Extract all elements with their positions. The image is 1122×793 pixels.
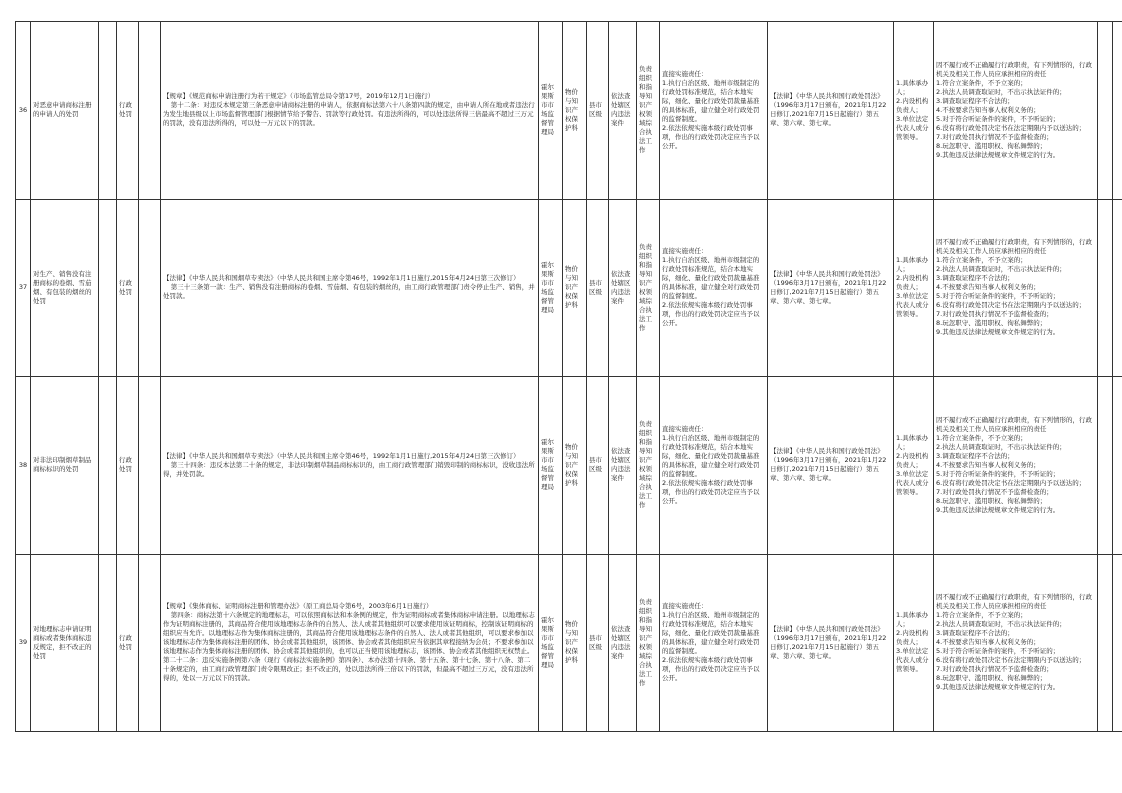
duty-line: 直接实施责任： — [662, 602, 708, 611]
note-cell — [1113, 377, 1122, 555]
accountability-line: 1.符合立案条件，不予立案的； — [936, 433, 1027, 442]
blank-cell — [139, 22, 161, 200]
accountability-line: 6.没有将行政处罚决定书在法定期限内予以送达的； — [936, 123, 1086, 132]
accountability-line: 4.不按要求告知当事人权利义务的； — [936, 460, 1040, 469]
accountability-line: 2.执法人员调查取证时，不出示执法证件的； — [936, 442, 1066, 451]
duty-items — [660, 22, 768, 200]
accountability-line: 3.调查取证程序不合法的； — [936, 629, 1014, 638]
responsible-line: 2.内设机构负责人； — [896, 451, 929, 469]
accountability-line: 3.调查取证程序不合法的； — [936, 96, 1014, 105]
blank-cell — [139, 377, 161, 555]
responsible-line: 3.单位法定代表人或分管领导。 — [896, 114, 929, 141]
blank-cell — [99, 22, 117, 200]
accountability-line: 5.对于符合听证条件的案件，不予听证的； — [936, 647, 1060, 656]
accountability-line: 5.对于符合听证条件的案件，不予听证的； — [936, 469, 1060, 478]
note-cell — [1098, 199, 1113, 377]
exercise-scope: 依法查处辖区内违法案件 — [609, 554, 637, 732]
duty-legal-basis: 【法律】《中华人民共和国行政处罚法》（1996年3月17日颁布，2021年1月22日修订,2021年7月15日起施行）第五章、第六章、第七章。 — [768, 554, 894, 732]
responsible-persons — [894, 377, 934, 555]
legal-basis — [161, 199, 539, 377]
accountability-line: 因不履行或不正确履行行政职责，有下列情形的，行政机关及相关工作人员应承担相应的责任 — [936, 238, 1092, 256]
accountability-line: 9.其他违反法律法规规章文件规定的行为。 — [936, 150, 1060, 159]
implementing-subject: 霍尔果斯市市场监督管理局 — [539, 199, 563, 377]
accountability-line: 1.符合立案条件，不予立案的； — [936, 256, 1027, 265]
accountability-line: 4.不按要求告知当事人权利义务的； — [936, 105, 1040, 114]
row-number: 38 — [16, 377, 31, 555]
responsible-line: 1.具体承办人； — [896, 433, 929, 451]
duty-line: 直接实施责任： — [662, 424, 708, 433]
accountability-line: 9.其他违反法律法规规章文件规定的行为。 — [936, 683, 1060, 692]
undertaking-unit: 负责组织和指导知识产权领域综合执法工作 — [637, 377, 660, 555]
duty-line: 1.执行自治区级、地州市级制定的行政处罚标准规范，结合本地实际，细化、量化行政处罚裁量基准的具体标准，建立健全对行政处罚的监督制度。 — [662, 78, 760, 123]
table-row — [16, 554, 1122, 732]
accountability-line: 8.玩忽职守、滥用职权、徇私舞弊的； — [936, 674, 1047, 683]
blank-cell — [99, 554, 117, 732]
duty-line: 直接实施责任： — [662, 69, 708, 78]
responsible-line: 3.单位法定代表人或分管领导。 — [896, 292, 929, 319]
accountability-line: 8.玩忽职守、滥用职权、徇私舞弊的； — [936, 496, 1047, 505]
duty-line: 1.执行自治区级、地州市级制定的行政处罚标准规范，结合本地实际，细化、量化行政处罚裁量基准的具体标准，建立健全对行政处罚的监督制度。 — [662, 256, 760, 301]
accountability-line: 因不履行或不正确履行行政职责，有下列情形的，行政机关及相关工作人员应承担相应的责任 — [936, 415, 1092, 433]
basis-body: 第十二条：对违反本规定第三条恶意申请商标注册的申请人，依据商标法第六十八条第四款的规定，由申请人所在地或者违法行为发生地县级以上市场监督管理部门根据情节给予警告、罚款等行政处罚。有违法所得的，可以处违法所得三倍最高不超过三万元的罚款，没有违法所得的，可以处一万元以下的罚款。 — [163, 101, 535, 128]
legal-basis — [161, 554, 539, 732]
accountability-line: 9.其他违反法律法规规章文件规定的行为。 — [936, 328, 1060, 337]
item-name: 对恶意申请商标注册的申请人的处罚 — [31, 22, 99, 200]
legal-basis — [161, 22, 539, 200]
accountability-line: 因不履行或不正确履行行政职责，有下列情形的，行政机关及相关工作人员应承担相应的责任 — [936, 593, 1092, 611]
blank-cell — [99, 377, 117, 555]
responsible-line: 3.单位法定代表人或分管领导。 — [896, 469, 929, 496]
blank-cell — [139, 554, 161, 732]
accountability-line: 9.其他违反法律法规规章文件规定的行为。 — [936, 505, 1060, 514]
accountability-line: 3.调查取证程序不合法的； — [936, 451, 1014, 460]
duty-legal-basis: 【法律】《中华人民共和国行政处罚法》（1996年3月17日颁布，2021年1月22日修订,2021年7月15日起施行）第五章、第六章、第七章。 — [768, 199, 894, 377]
implementing-subject: 霍尔果斯市市场监督管理局 — [539, 377, 563, 555]
note-cell — [1098, 554, 1113, 732]
responsible-persons — [894, 199, 934, 377]
accountability-items — [934, 554, 1098, 732]
note-cell — [1098, 22, 1113, 200]
accountability-line: 7.对行政处罚执行情况不予监督检查的； — [936, 665, 1053, 674]
accountability-items — [934, 22, 1098, 200]
table-row — [16, 199, 1122, 377]
accountability-line: 因不履行或不正确履行行政职责，有下列情形的，行政机关及相关工作人员应承担相应的责任 — [936, 60, 1092, 78]
responsible-persons — [894, 554, 934, 732]
accountability-line: 2.执法人员调查取证时，不出示执法证件的； — [936, 620, 1066, 629]
duty-line: 1.执行自治区级、地州市级制定的行政处罚标准规范，结合本地实际，细化、量化行政处罚裁量基准的具体标准，建立健全对行政处罚的监督制度。 — [662, 611, 760, 656]
legal-basis — [161, 377, 539, 555]
accountability-line: 8.玩忽职守、滥用职权、徇私舞弊的； — [936, 141, 1047, 150]
accountability-line: 7.对行政处罚执行情况不予监督检查的； — [936, 132, 1053, 141]
undertaking-unit: 负责组织和指导知识产权领域综合执法工作 — [637, 199, 660, 377]
note-cell — [1113, 199, 1122, 377]
accountability-line: 7.对行政处罚执行情况不予监督检查的； — [936, 487, 1053, 496]
accountability-line: 5.对于符合听证条件的案件，不予听证的； — [936, 114, 1060, 123]
power-list-table — [15, 21, 1122, 732]
row-number: 39 — [16, 554, 31, 732]
basis-body: 第四条：商标法第十六条规定的地理标志，可以依照商标法和本条例的规定，作为证明商标或者集体商标申请注册。以地理标志作为证明商标注册的，其商品符合使用该地理标志条件的自然人、法人或者其他组织可以要求使用该证明商标，控制该证明商标的组织应当允许。以地理标志作为集体商标注册的，其商品符合使用该地理标志条件的自然人、法人或者其他组织，可以要求参加以该地理标志作为集体商标注册的团体、协会或者其他组织，该团体、协会或者其他组织应当依据其章程接纳为会员；不要求参加以该地理标志作为集体商标注册的团体、协会或者其他组织的，也可以正当使用该地理标志，该团体、协会或者其他组织无权禁止。第二十二条：违反实施条例第六条（现行《商标法实施条例》第四条）、本办法第十四条、第十五条、第十七条、第十八条、第二十条规定的，由工商行政管理部门责令限期改正；拒不改正的，处以违法所得三倍以下的罚款，但最高不超过三万元，没有违法所得的，处以一万元以下的罚款。 — [163, 611, 535, 683]
duty-line: 2.依法依规实施本级行政处罚事项，作出的行政处罚决定应当予以公开。 — [662, 301, 760, 328]
accountability-line: 2.执法人员调查取证时，不出示执法证件的； — [936, 87, 1066, 96]
note-cell — [1113, 22, 1122, 200]
accountability-line: 4.不按要求告知当事人权利义务的； — [936, 638, 1040, 647]
duty-items — [660, 377, 768, 555]
blank-cell — [99, 199, 117, 377]
responsible-line: 1.具体承办人； — [896, 611, 929, 629]
accountability-items — [934, 377, 1098, 555]
note-cell — [1098, 377, 1113, 555]
responsible-department: 物价与知识产权保护科 — [563, 22, 587, 200]
exercise-scope: 依法查处辖区内违法案件 — [609, 22, 637, 200]
accountability-line: 5.对于符合听证条件的案件，不予听证的； — [936, 292, 1060, 301]
accountability-line: 6.没有将行政处罚决定书在法定期限内予以送达的； — [936, 656, 1086, 665]
power-type: 行政处罚 — [117, 199, 139, 377]
exercise-level: 县市区级 — [587, 377, 609, 555]
item-name: 对生产、销售没有注册商标的卷烟、雪茄烟、有包装的烟丝的处罚 — [31, 199, 99, 377]
responsible-line: 2.内设机构负责人； — [896, 274, 929, 292]
responsible-line: 1.具体承办人； — [896, 256, 929, 274]
accountability-line: 4.不按要求告知当事人权利义务的； — [936, 283, 1040, 292]
accountability-items — [934, 199, 1098, 377]
duty-line: 2.依法依规实施本级行政处罚事项，作出的行政处罚决定应当予以公开。 — [662, 123, 760, 150]
exercise-scope: 依法查处辖区内违法案件 — [609, 199, 637, 377]
responsible-department: 物价与知识产权保护科 — [563, 199, 587, 377]
item-name: 对非法印制烟草制品商标标识的处罚 — [31, 377, 99, 555]
basis-heading: 【法律】《中华人民共和国烟草专卖法》（中华人民共和国主席令第46号，1992年1月1日施行,2015年4月24日第三次修订） — [163, 451, 520, 460]
accountability-line: 2.执法人员调查取证时，不出示执法证件的； — [936, 265, 1066, 274]
duty-line: 2.依法依规实施本级行政处罚事项，作出的行政处罚决定应当予以公开。 — [662, 656, 760, 683]
responsible-persons — [894, 22, 934, 200]
power-type: 行政处罚 — [117, 22, 139, 200]
duty-items — [660, 554, 768, 732]
note-cell — [1113, 554, 1122, 732]
accountability-line: 7.对行政处罚执行情况不予监督检查的； — [936, 310, 1053, 319]
implementing-subject: 霍尔果斯市市场监督管理局 — [539, 22, 563, 200]
duty-legal-basis: 【法律】《中华人民共和国行政处罚法》（1996年3月17日颁布，2021年1月22日修订,2021年7月15日起施行）第五章、第六章、第七章。 — [768, 22, 894, 200]
responsible-line: 3.单位法定代表人或分管领导。 — [896, 647, 929, 674]
duty-legal-basis: 【法律】《中华人民共和国行政处罚法》（1996年3月17日颁布，2021年1月22日修订,2021年7月15日起施行）第五章、第六章、第七章。 — [768, 377, 894, 555]
exercise-level: 县市区级 — [587, 554, 609, 732]
accountability-line: 6.没有将行政处罚决定书在法定期限内予以送达的； — [936, 478, 1086, 487]
responsible-line: 2.内设机构负责人； — [896, 629, 929, 647]
table-row — [16, 377, 1122, 555]
row-number: 37 — [16, 199, 31, 377]
exercise-scope: 依法查处辖区内违法案件 — [609, 377, 637, 555]
responsible-line: 2.内设机构负责人； — [896, 96, 929, 114]
duty-line: 1.执行自治区级、地州市级制定的行政处罚标准规范，结合本地实际，细化、量化行政处罚裁量基准的具体标准，建立健全对行政处罚的监督制度。 — [662, 433, 760, 478]
table-row — [16, 22, 1122, 200]
basis-heading: 【规章】《集体商标、证明商标注册和管理办法》（原工商总局令第6号，2003年6月1日施行） — [163, 602, 433, 611]
duty-line: 直接实施责任： — [662, 247, 708, 256]
accountability-line: 3.调查取证程序不合法的； — [936, 274, 1014, 283]
exercise-level: 县市区级 — [587, 199, 609, 377]
duty-items — [660, 199, 768, 377]
responsible-department: 物价与知识产权保护科 — [563, 377, 587, 555]
duty-line: 2.依法依规实施本级行政处罚事项，作出的行政处罚决定应当予以公开。 — [662, 478, 760, 505]
implementing-subject: 霍尔果斯市市场监督管理局 — [539, 554, 563, 732]
basis-body: 第三十三条第一款：生产、销售没有注册商标的卷烟、雪茄烟、有包装的烟丝的，由工商行政管理部门责令停止生产、销售，并处罚款。 — [163, 283, 535, 301]
basis-heading: 【法律】《中华人民共和国烟草专卖法》（中华人民共和国主席令第46号，1992年1月1日施行,2015年4月24日第三次修订） — [163, 274, 520, 283]
row-number: 36 — [16, 22, 31, 200]
blank-cell — [139, 199, 161, 377]
power-type: 行政处罚 — [117, 554, 139, 732]
item-name: 对地理标志申请证明商标或者集体商标违反规定，拒不改正的处罚 — [31, 554, 99, 732]
exercise-level: 县市区级 — [587, 22, 609, 200]
power-type: 行政处罚 — [117, 377, 139, 555]
accountability-line: 8.玩忽职守、滥用职权、徇私舞弊的； — [936, 319, 1047, 328]
accountability-line: 6.没有将行政处罚决定书在法定期限内予以送达的； — [936, 301, 1086, 310]
basis-heading: 【规章】《规范商标申请注册行为若干规定》（市场监管总局令第17号，2019年12月1日施行） — [163, 92, 435, 101]
undertaking-unit: 负责组织和指导知识产权领域综合执法工作 — [637, 554, 660, 732]
accountability-line: 1.符合立案条件，不予立案的； — [936, 611, 1027, 620]
basis-body: 第三十四条：违反本法第二十条的规定，非法印制烟草制品商标标识的，由工商行政管理部门销毁印制的商标标识，没收违法所得，并处罚款。 — [163, 460, 535, 478]
responsible-line: 1.具体承办人； — [896, 78, 929, 96]
responsible-department: 物价与知识产权保护科 — [563, 554, 587, 732]
undertaking-unit: 负责组织和指导知识产权领域综合执法工作 — [637, 22, 660, 200]
accountability-line: 1.符合立案条件，不予立案的； — [936, 78, 1027, 87]
